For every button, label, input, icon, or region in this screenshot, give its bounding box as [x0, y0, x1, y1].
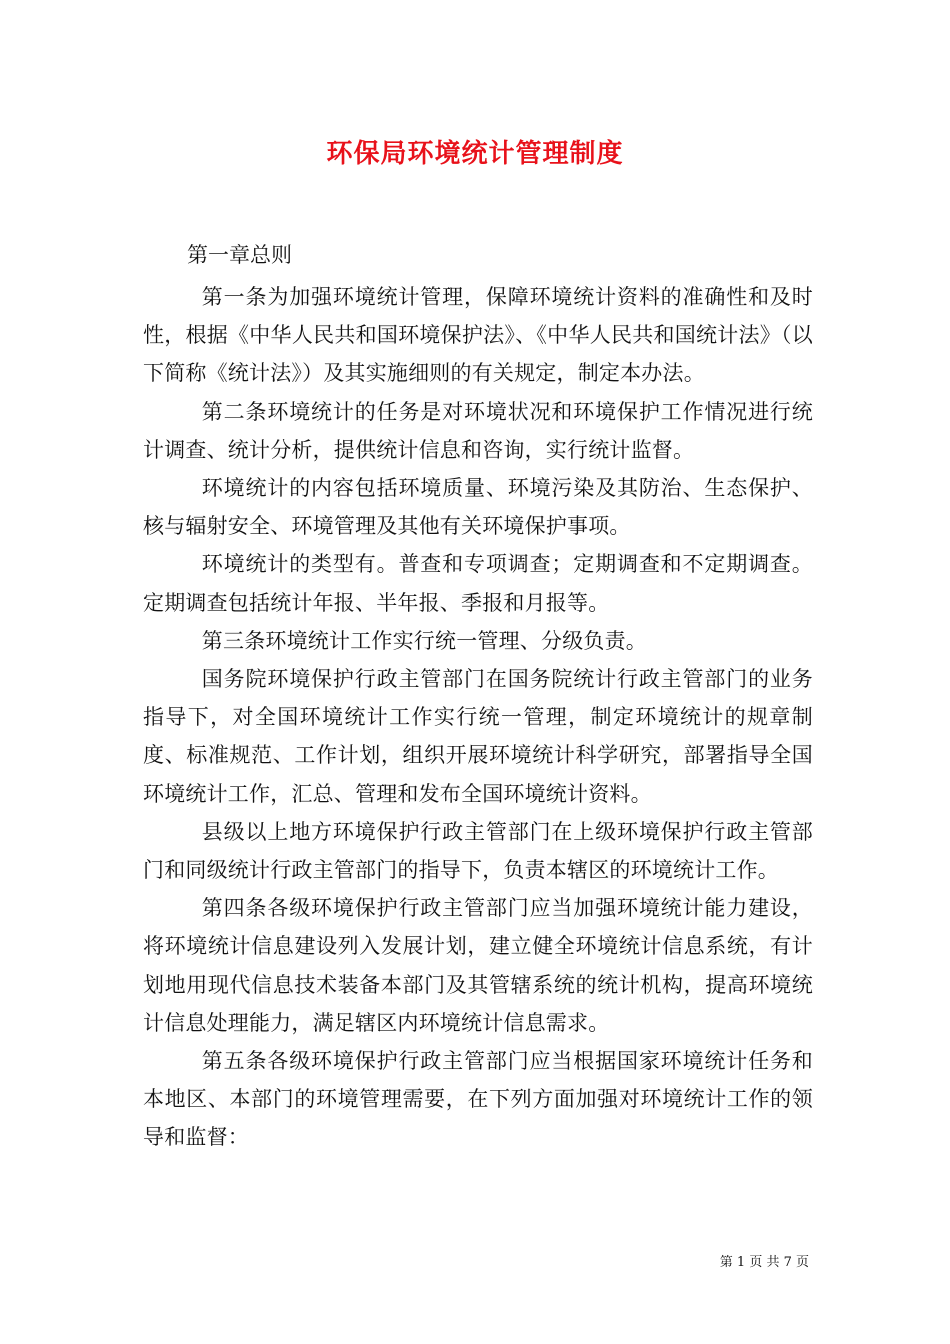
paragraph-article-2: 第二条环境统计的任务是对环境状况和环境保护工作情况进行统计调查、统计分析，提供统计信息和咨询，实行统计监督。 — [143, 399, 813, 462]
paragraph-county-level: 县级以上地方环境保护行政主管部门在上级环境保护行政主管部门和同级统计行政主管部门的指导下，负责本辖区的环境统计工作。 — [143, 819, 813, 883]
paragraph-article-5: 第五条各级环境保护行政主管部门应当根据国家环境统计任务和本地区、本部门的环境管理需要，在下列方面加强对环境统计工作的领导和监督： — [143, 1049, 813, 1150]
paragraph-state-council: 国务院环境保护行政主管部门在国务院统计行政主管部门的业务指导下，对全国环境统计工作实行统一管理，制定环境统计的规章制度、标准规范、工作计划，组织开展环境统计科学研究，部署指导全国环境统计工作，汇总、管理和发布全国环境统计资料。 — [143, 667, 813, 806]
paragraph-article-1: 第一条为加强环境统计管理，保障环境统计资料的准确性和及时性，根据《中华人民共和国环境保护法》、《中华人民共和国统计法》（以下简称《统计法》）及其实施细则的有关规定，制定本办法。 — [143, 285, 813, 386]
document-body — [143, 278, 813, 1157]
paragraph-article-3: 第三条环境统计工作实行统一管理、分级负责。 — [201, 628, 647, 653]
paragraph-statistics-types: 环境统计的类型有。普查和专项调查；定期调查和不定期调查。定期调查包括统计年报、半年报、季报和月报等。 — [143, 552, 813, 615]
page-indicator: 第 1 页 共 7 页 — [719, 1255, 809, 1270]
document-title: 环保局环境统计管理制度 — [326, 139, 624, 169]
paragraph-statistics-content: 环境统计的内容包括环境质量、环境污染及其防治、生态保护、核与辐射安全、环境管理及其他有关环境保护事项。 — [143, 476, 813, 539]
paragraph-article-4: 第四条各级环境保护行政主管部门应当加强环境统计能力建设，将环境统计信息建设列入发展计划，建立健全环境统计信息系统，有计划地用现代信息技术装备本部门及其管辖系统的统计机构，提高环境统计信息处理能力，满足辖区内环境统计信息需求。 — [143, 896, 813, 1035]
chapter-heading: 第一章总则 — [187, 243, 292, 267]
